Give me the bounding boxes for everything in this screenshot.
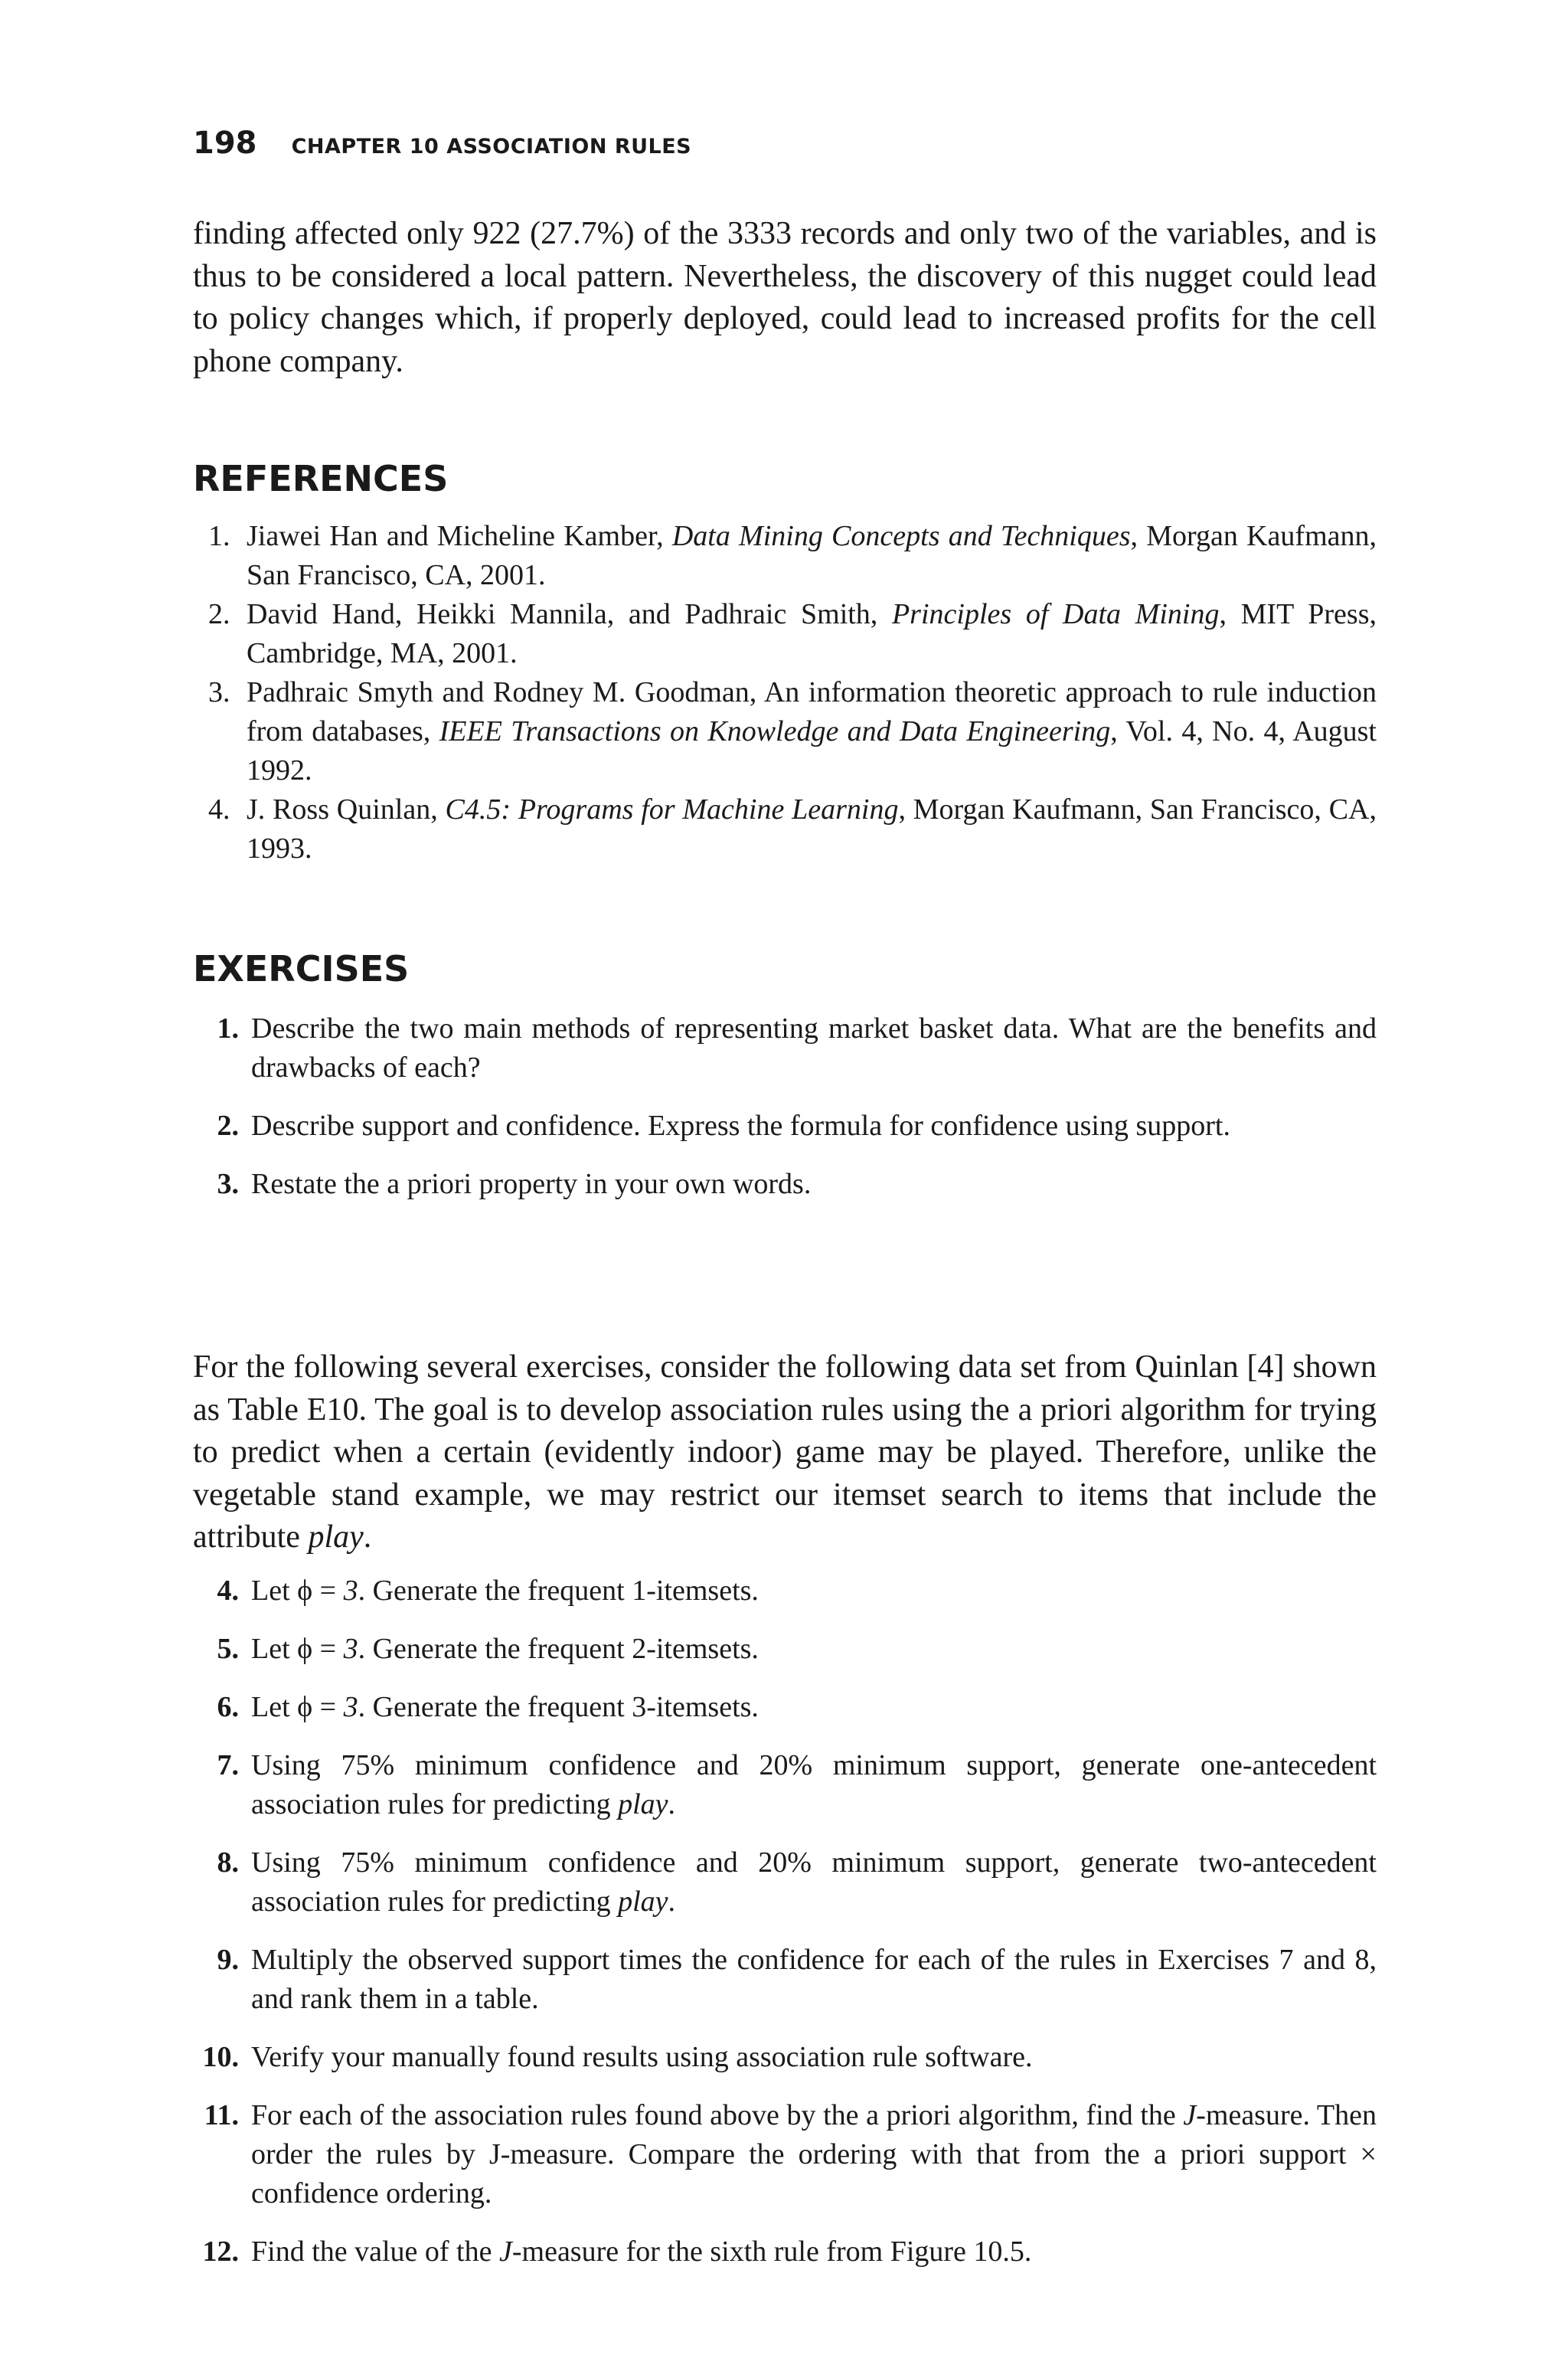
exercise-item — [193, 2096, 1377, 2213]
exercise-text: Restate the a priori property in your own words. — [251, 1168, 812, 1200]
reference-item — [193, 790, 1377, 868]
exercise-text-end: . Generate the frequent 2-itemsets. — [358, 1633, 759, 1665]
exercise-text-end: . Generate the frequent 3-itemsets. — [358, 1691, 759, 1723]
exercise-number: 4. — [217, 1575, 239, 1607]
exercise-number: 9. — [217, 1944, 239, 1976]
intro-paragraph: finding affected only 922 (27.7%) of the 3333 records and only two of the variables, and is thus to be considered a local pattern. Nevertheless, the discovery of this nugget could lead to policy changes which, if properly deployed, could lead to increased profits for the cell phone company. — [193, 216, 1377, 379]
reference-authors: Jiawei Han and Micheline Kamber, — [247, 520, 672, 552]
reference-title: Principles of Data Mining — [891, 598, 1220, 630]
exercise-number: 7. — [217, 1749, 239, 1781]
exercise-number: 10. — [202, 2041, 239, 2073]
reference-item — [193, 673, 1377, 790]
reference-number: 2. — [208, 598, 230, 630]
references-heading: REFERENCES — [193, 458, 449, 499]
reference-number: 3. — [208, 676, 230, 708]
exercise-item — [193, 1009, 1377, 1088]
reference-authors: Padhraic Smyth and Rodney M. Goodman, An information theoretic approach to rule induction from databases, — [247, 676, 1377, 747]
exercise-number: 12. — [202, 2236, 239, 2268]
exercise-text: Let ϕ = — [251, 1575, 344, 1607]
exercise-item — [193, 2038, 1377, 2077]
reference-authors: J. Ross Quinlan, — [247, 793, 446, 826]
dataset-paragraph-end: . — [363, 1519, 372, 1555]
exercise-number: 1. — [217, 1012, 239, 1045]
exercises-heading: EXERCISES — [193, 948, 410, 989]
exercise-italic: play — [618, 1788, 668, 1820]
exercise-italic: 3 — [343, 1691, 358, 1723]
exercise-item — [193, 1572, 1377, 1611]
exercise-text-end: . Generate the frequent 1-itemsets. — [358, 1575, 759, 1607]
exercise-text: Describe support and confidence. Express the formula for confidence using support. — [251, 1110, 1230, 1142]
exercise-text: Let ϕ = — [251, 1691, 344, 1723]
exercise-text: Let ϕ = — [251, 1633, 344, 1665]
exercise-item — [193, 1746, 1377, 1824]
exercise-text: Using 75% minimum confidence and 20% minimum support, generate two-antecedent association rules for predicting — [251, 1846, 1377, 1918]
reference-title: IEEE Transactions on Knowledge and Data Engineering — [439, 715, 1111, 747]
dataset-paragraph — [193, 1346, 1377, 1559]
running-head — [193, 126, 691, 161]
exercise-italic: J — [498, 2236, 512, 2268]
exercise-text: Multiply the observed support times the confidence for each of the rules in Exercises 7 and 8, and rank them in a table. — [251, 1944, 1377, 2015]
exercise-text: Find the value of the — [251, 2236, 499, 2268]
exercise-italic: J — [1183, 2099, 1197, 2131]
exercise-text: For each of the association rules found above by the a priori algorithm, find the — [251, 2099, 1184, 2131]
exercise-number: 6. — [217, 1691, 239, 1723]
exercise-item — [193, 1843, 1377, 1922]
exercise-list-first — [193, 1009, 1377, 1204]
references-list — [193, 517, 1377, 868]
exercise-number: 5. — [217, 1633, 239, 1665]
reference-number: 1. — [208, 520, 230, 552]
exercise-number: 3. — [217, 1168, 239, 1200]
exercise-text-end: -measure for the sixth rule from Figure 10.5. — [511, 2236, 1032, 2268]
exercise-item — [193, 1107, 1377, 1146]
dataset-paragraph-attribute: play — [308, 1519, 364, 1555]
exercise-text-end: . — [668, 1886, 676, 1918]
exercise-italic: 3 — [343, 1575, 358, 1607]
exercise-number: 8. — [217, 1846, 239, 1879]
reference-publisher: , Vol. 4, No. 4, August 1992. — [247, 715, 1377, 787]
exercise-number: 2. — [217, 1110, 239, 1142]
reference-title: C4.5: Programs for Machine Learning — [445, 793, 899, 826]
reference-publisher: , Morgan Kaufmann, San Francisco, CA, 1993. — [247, 793, 1377, 865]
reference-item — [193, 517, 1377, 595]
reference-item — [193, 595, 1377, 673]
exercise-item — [193, 2232, 1377, 2272]
exercise-item — [193, 1941, 1377, 2019]
page-number: 198 — [193, 126, 257, 161]
reference-title: Data Mining Concepts and Techniques — [671, 520, 1131, 552]
reference-publisher: , MIT Press, Cambridge, MA, 2001. — [247, 598, 1377, 669]
exercise-item — [193, 1165, 1377, 1204]
reference-publisher: , Morgan Kaufmann, San Francisco, CA, 2001. — [247, 520, 1377, 591]
exercise-text: Verify your manually found results using association rule software. — [251, 2041, 1033, 2073]
exercise-text: Using 75% minimum confidence and 20% minimum support, generate one-antecedent association rules for predicting — [251, 1749, 1377, 1820]
exercise-italic: play — [618, 1886, 668, 1918]
exercise-list-second — [193, 1572, 1377, 2291]
reference-authors: David Hand, Heikki Mannila, and Padhraic Smith, — [247, 598, 892, 630]
exercise-text-end: . — [668, 1788, 676, 1820]
exercise-text: Describe the two main methods of representing market basket data. What are the benefits and drawbacks of each? — [251, 1012, 1377, 1084]
chapter-heading: CHAPTER 10 ASSOCIATION RULES — [291, 135, 692, 159]
reference-number: 4. — [208, 793, 230, 826]
exercise-item — [193, 1630, 1377, 1669]
dataset-paragraph-text: For the following several exercises, consider the following data set from Quinlan [4] shown as Table E10. The goal is to develop association rules using the a priori algorithm for trying to predict when a certain (evidently indoor) game may be played. Therefore, unlike the vegetable stand example, we may restrict our itemset search to items that include the attribute — [193, 1349, 1377, 1555]
exercise-item — [193, 1688, 1377, 1727]
exercise-text-end: -measure. Then order the rules by J-measure. Compare the ordering with that from the a priori support × confidence ordering. — [251, 2099, 1377, 2209]
exercise-italic: 3 — [343, 1633, 358, 1665]
exercise-number: 11. — [204, 2099, 239, 2131]
